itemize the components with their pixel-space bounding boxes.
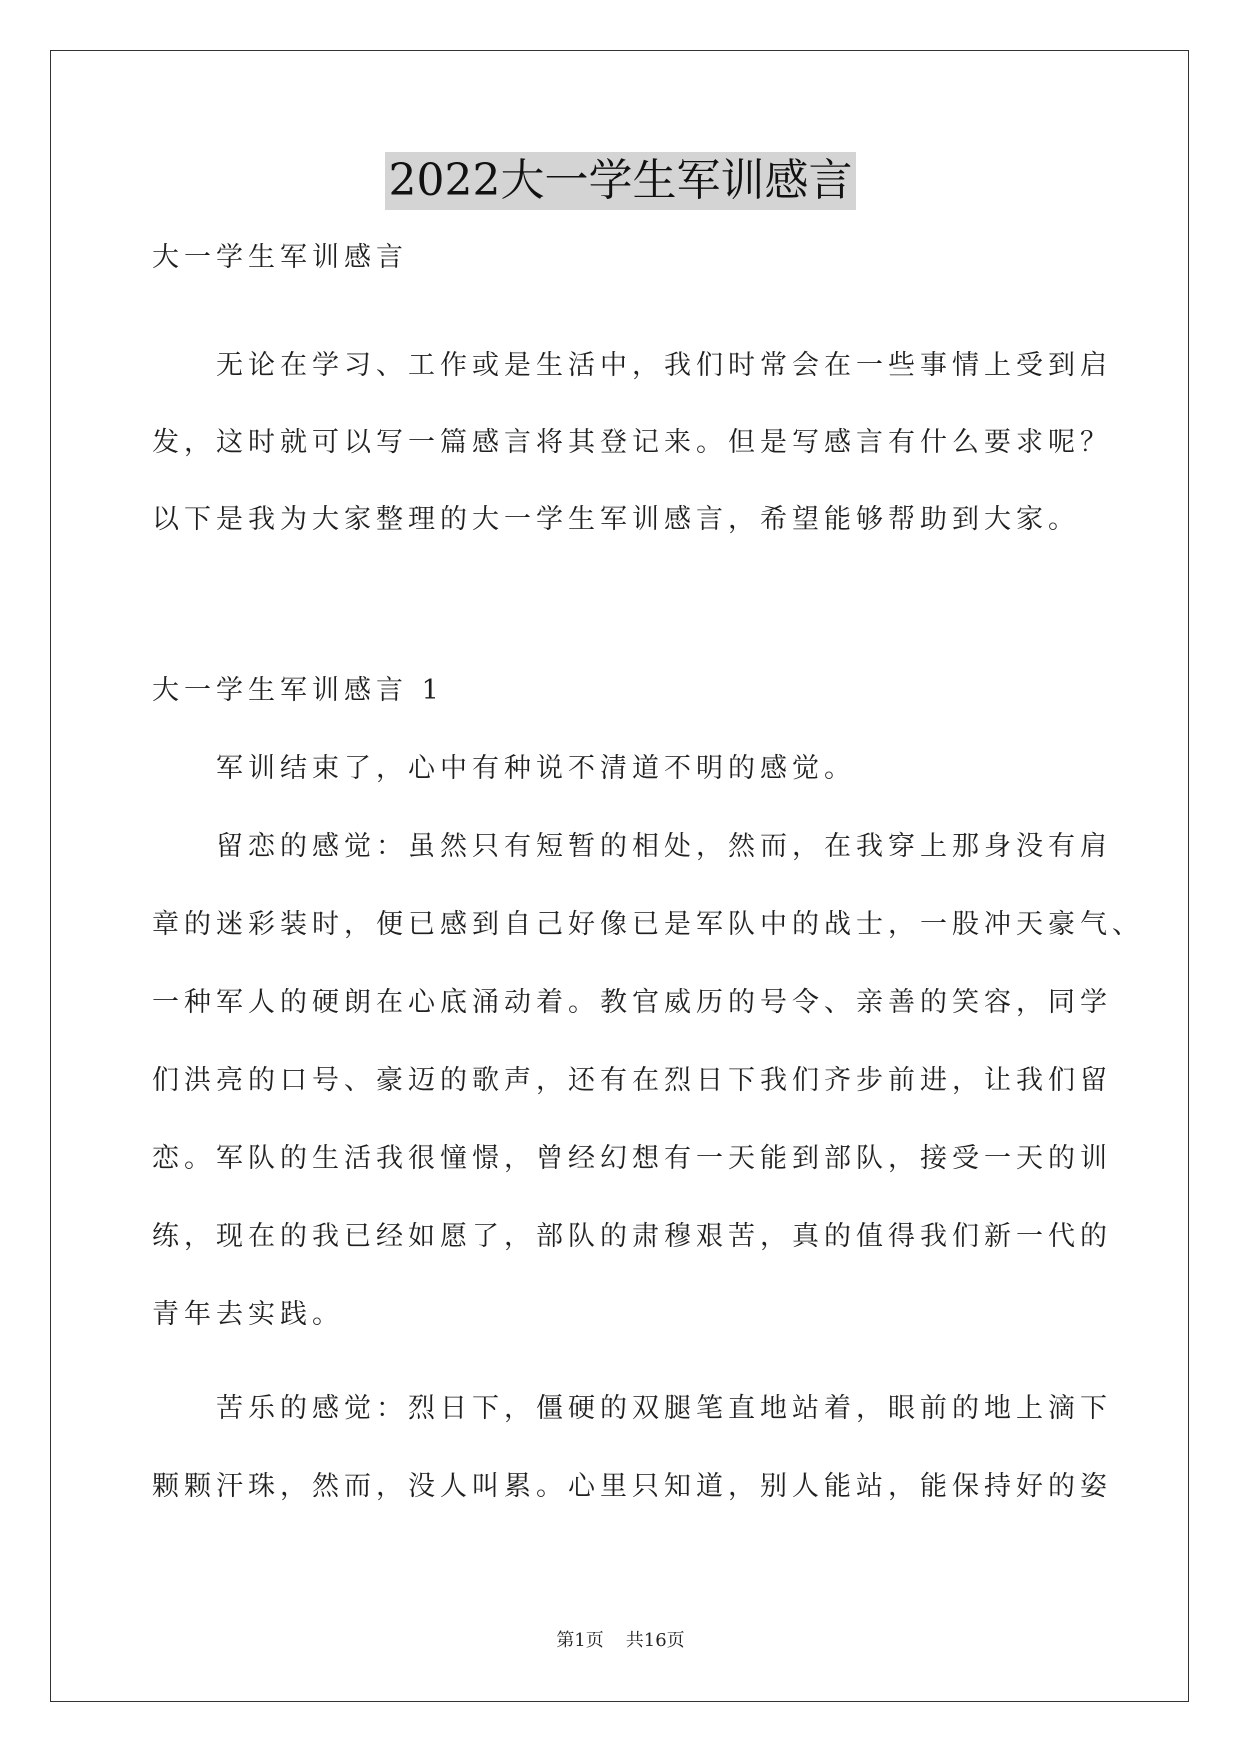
body-line: 练，现在的我已经如愿了，部队的肃穆艰苦，真的值得我们新一代的 [152,1221,1112,1252]
page-border [50,50,1189,1702]
body-line: 无论在学习、工作或是生活中，我们时常会在一些事情上受到启 [152,350,1112,381]
body-line: 军训结束了，心中有种说不清道不明的感觉。 [152,753,856,784]
body-line: 苦乐的感觉：烈日下，僵硬的双腿笔直地站着，眼前的地上滴下 [152,1393,1112,1424]
body-line: 留恋的感觉：虽然只有短暂的相处，然而，在我穿上那身没有肩 [152,831,1112,862]
page-footer [0,1626,1241,1652]
body-line: 青年去实践。 [152,1299,344,1330]
title-container [0,152,1241,210]
body-line: 们洪亮的口号、豪迈的歌声，还有在烈日下我们齐步前进，让我们留 [152,1065,1112,1096]
body-line: 一种军人的硬朗在心底涌动着。教官威历的号令、亲善的笑容，同学 [152,987,1112,1018]
body-line: 章的迷彩装时，便已感到自己好像已是军队中的战士，一股冲天豪气、 [152,909,1144,940]
page-total: 共16页 [625,1630,685,1651]
body-line: 恋。军队的生活我很憧憬，曾经幻想有一天能到部队，接受一天的训 [152,1143,1112,1174]
document-title: 2022大一学生军训感言 [385,152,857,210]
page-number: 第1页 [556,1630,604,1651]
body-line: 以下是我为大家整理的大一学生军训感言，希望能够帮助到大家。 [152,504,1080,535]
body-line: 发，这时就可以写一篇感言将其登记来。但是写感言有什么要求呢？ [152,427,1112,458]
section-heading-1: 大一学生军训感言 1 [152,675,444,706]
body-line: 颗颗汗珠，然而，没人叫累。心里只知道，别人能站，能保持好的姿 [152,1471,1112,1502]
section-heading-intro: 大一学生军训感言 [152,242,408,273]
